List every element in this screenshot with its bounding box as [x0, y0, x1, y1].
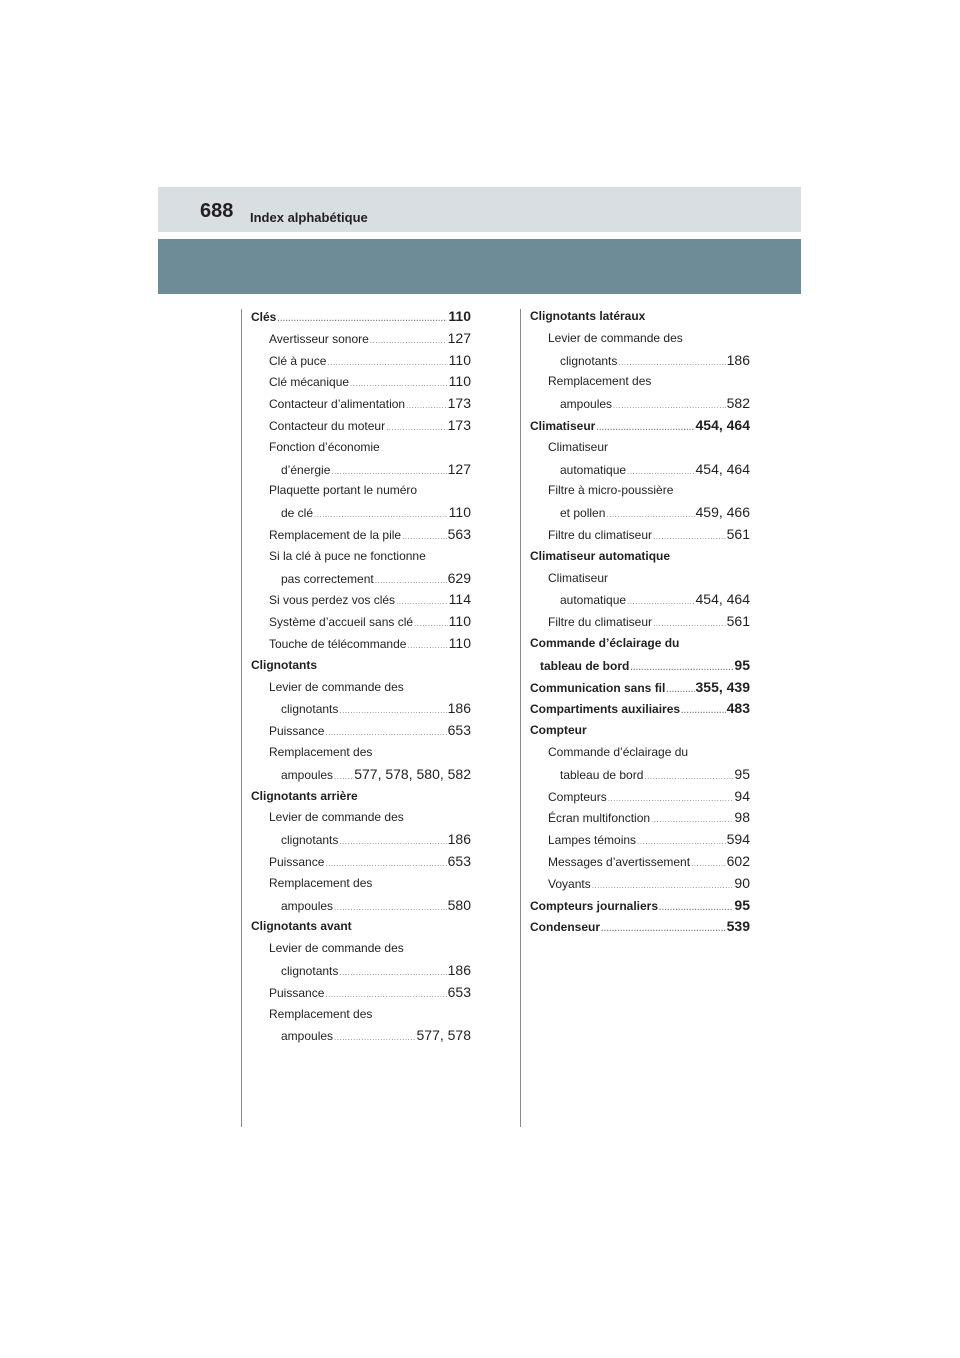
leader-dots: [386, 417, 447, 439]
index-entry: [251, 851, 471, 873]
index-entry: [251, 589, 471, 611]
index-entry-page[interactable]: 186: [447, 700, 471, 717]
leader-dots: [375, 570, 447, 592]
index-entry-text: Clés: [251, 310, 277, 324]
index-entry-text: Communication sans fil: [530, 680, 666, 695]
leader-dots: [370, 330, 447, 352]
index-entry-page[interactable]: 110: [448, 504, 471, 521]
index-entry: [530, 677, 750, 699]
index-entry: [530, 895, 750, 917]
index-entry-text: Compteur: [530, 723, 587, 738]
index-entry: [251, 502, 471, 524]
index-entry: [251, 895, 471, 917]
index-entry-text: Avertisseur sonore: [269, 331, 369, 346]
index-entry-text: automatique: [560, 462, 627, 477]
leader-dots: [325, 853, 446, 875]
index-entry: [251, 611, 471, 633]
index-entry-text: Remplacement des: [269, 875, 373, 890]
leader-dots: [608, 788, 734, 810]
index-entry: [530, 873, 750, 895]
index-entry: [530, 611, 750, 633]
index-entry: [530, 415, 750, 437]
index-entry: [251, 873, 471, 895]
leader-dots: [592, 875, 734, 897]
index-entry-text: Puissance: [269, 724, 325, 739]
leader-dots: [653, 526, 726, 548]
index-entry: [530, 546, 750, 568]
index-entry-text: Climatiseur: [530, 418, 596, 433]
index-entry-page[interactable]: 629: [447, 569, 471, 586]
index-entry: [530, 568, 750, 590]
index-entry-text: ampoules: [281, 767, 334, 782]
index-entry-text: Remplacement des: [548, 374, 652, 389]
index-entry-page[interactable]: 173: [447, 395, 471, 412]
index-entry-text: clignotants: [560, 353, 618, 368]
index-entry-text: pas correctement: [281, 571, 374, 586]
index-entry-text: tableau de bord: [540, 658, 630, 673]
column-divider-left: [241, 309, 242, 1127]
index-entry: [530, 786, 750, 808]
index-entry-text: clignotants: [281, 702, 339, 717]
index-entry-text: Climatiseur: [548, 570, 609, 585]
index-entry-text: Filtre à micro-poussière: [548, 483, 674, 498]
index-entry: [251, 480, 471, 502]
index-entry: [530, 306, 750, 328]
index-entry-page[interactable]: 459, 466: [695, 504, 750, 521]
index-entry-page[interactable]: 653: [447, 722, 471, 739]
leader-dots: [613, 395, 726, 417]
leader-dots: [334, 1027, 415, 1049]
index-entry: [251, 437, 471, 459]
leader-dots: [314, 504, 448, 526]
index-entry: [251, 350, 471, 372]
index-entry-page[interactable]: 127: [447, 329, 471, 346]
index-entry-page[interactable]: 483: [726, 700, 750, 717]
index-entry-page[interactable]: 186: [447, 831, 471, 848]
index-entry-page[interactable]: 186: [726, 351, 750, 368]
index-entry: [251, 698, 471, 720]
index-entry-page[interactable]: 454, 464: [695, 591, 750, 608]
index-entry-page[interactable]: 582: [726, 395, 750, 412]
index-entry: [251, 655, 471, 677]
index-entry-text: Touche de télécommande: [269, 636, 407, 651]
index-entry-text: Clignotants latéraux: [530, 309, 646, 323]
index-entry: [530, 633, 750, 655]
index-entry-text: Remplacement de la pile: [269, 527, 402, 542]
index-entry-text: Compteurs journaliers: [530, 898, 659, 913]
index-entry-page[interactable]: 602: [726, 852, 750, 869]
leader-dots: [327, 352, 447, 374]
index-entry-text: Voyants: [548, 876, 591, 891]
index-entry: [530, 764, 750, 786]
index-entry: [530, 502, 750, 524]
index-entry-page[interactable]: 90: [734, 874, 750, 891]
index-entry: [530, 655, 750, 677]
index-entry: [251, 568, 471, 590]
index-entry-text: Système d’accueil sans clé: [269, 615, 414, 630]
index-entry-text: Climatiseur automatique: [530, 548, 671, 563]
index-entry: [251, 633, 471, 655]
leader-dots: [651, 809, 733, 831]
index-entry-text: Clignotants avant: [251, 919, 352, 934]
index-entry-text: Commande d’éclairage du: [548, 744, 689, 759]
column-divider-middle: [520, 309, 521, 1127]
index-entry-text: Remplacement des: [269, 1006, 373, 1021]
leader-dots: [334, 897, 447, 919]
index-entry-text: Levier de commande des: [548, 330, 683, 345]
index-entry-text: Compteurs: [548, 789, 607, 804]
leader-dots: [325, 722, 446, 744]
index-entry-text: Contacteur du moteur: [269, 418, 386, 433]
index-entry-page[interactable]: 127: [447, 460, 471, 477]
index-entry-page[interactable]: 110: [448, 351, 471, 368]
index-entry-text: Messages d’avertissement: [548, 854, 691, 869]
index-entry: [530, 589, 750, 611]
leader-dots: [334, 766, 353, 788]
index-entry: [251, 415, 471, 437]
index-entry: [251, 938, 471, 960]
leader-dots: [606, 504, 694, 526]
index-entry-page[interactable]: 114: [448, 591, 471, 608]
index-entry-text: Climatiseur: [548, 439, 609, 454]
index-entry-text: ampoules: [281, 1029, 334, 1044]
leader-dots: [407, 635, 447, 657]
index-entry-page[interactable]: 454, 464: [695, 460, 750, 477]
index-entry-text: Écran multifonction: [548, 811, 651, 826]
index-entry-text: Fonction d’économie: [269, 439, 380, 454]
index-entry: [530, 524, 750, 546]
leader-dots: [666, 679, 694, 701]
leader-dots: [630, 657, 733, 679]
index-entry: [251, 1004, 471, 1026]
leader-dots: [644, 766, 733, 788]
index-entry: [251, 829, 471, 851]
page-number: 688: [200, 200, 234, 222]
leader-dots: [414, 613, 448, 635]
index-entry: [251, 524, 471, 546]
index-entry: [251, 328, 471, 350]
leader-dots: [350, 373, 448, 395]
leader-dots: [681, 700, 726, 722]
index-entry: [251, 720, 471, 742]
index-entry-page[interactable]: 653: [447, 983, 471, 1000]
index-entry-page[interactable]: 95: [734, 765, 750, 782]
index-entry-page[interactable]: 561: [726, 525, 750, 542]
index-entry: [530, 328, 750, 350]
index-entry-page[interactable]: 110: [448, 308, 471, 324]
index-entry: [530, 829, 750, 851]
index-entry: [251, 306, 471, 328]
index-entry-page[interactable]: 577, 578: [416, 1027, 471, 1044]
index-entry-text: Clignotants arrière: [251, 788, 358, 803]
index-entry-page[interactable]: 594: [726, 831, 750, 848]
leader-dots: [339, 831, 446, 853]
index-entry: [251, 807, 471, 829]
index-entry-text: automatique: [560, 593, 627, 608]
section-title: Index alphabétique: [250, 210, 368, 225]
index-entry-page[interactable]: 110: [448, 634, 471, 651]
index-entry-page[interactable]: 454, 464: [695, 416, 750, 433]
index-entry: [530, 393, 750, 415]
index-entry-text: Lampes témoins: [548, 833, 637, 848]
index-entry-page[interactable]: 539: [726, 918, 750, 935]
index-entry: [251, 960, 471, 982]
index-entry-text: Clignotants: [251, 657, 317, 672]
index-entry-text: Filtre du climatiseur: [548, 527, 653, 542]
leader-dots: [331, 461, 446, 483]
leader-dots: [618, 352, 725, 374]
index-entry-page[interactable]: 110: [448, 613, 471, 630]
leader-dots: [402, 526, 447, 548]
index-entry-text: ampoules: [560, 397, 613, 412]
index-entry: [530, 742, 750, 764]
leader-dots: [396, 591, 448, 613]
index-entry-page[interactable]: 561: [726, 613, 750, 630]
index-entry-page[interactable]: 580: [447, 896, 471, 913]
leader-dots: [691, 853, 726, 875]
index-entry-text: Clé à puce: [269, 353, 327, 368]
index-entry-page[interactable]: 563: [447, 525, 471, 542]
index-entry-text: Puissance: [269, 985, 325, 1000]
index-entry: [251, 459, 471, 481]
leader-dots: [601, 918, 726, 940]
index-entry-text: Levier de commande des: [269, 810, 404, 825]
index-entry: [530, 807, 750, 829]
leader-dots: [339, 962, 446, 984]
index-entry-text: Clé mécanique: [269, 375, 350, 390]
index-entry-text: clignotants: [281, 963, 339, 978]
index-entry: [530, 459, 750, 481]
index-entry-page[interactable]: 110: [448, 373, 471, 390]
leader-dots: [406, 395, 447, 417]
index-entry-text: Filtre du climatiseur: [548, 615, 653, 630]
index-entry-page[interactable]: 173: [447, 416, 471, 433]
index-entry-text: Puissance: [269, 854, 325, 869]
index-entry-text: Levier de commande des: [269, 679, 404, 694]
index-entry: [530, 437, 750, 459]
index-entry-text: Si la clé à puce ne fonctionne: [269, 548, 426, 563]
leader-dots: [653, 613, 726, 635]
index-entry-text: d’énergie: [281, 462, 331, 477]
index-entry: [530, 480, 750, 502]
index-entry: [251, 786, 471, 808]
index-entry: [530, 698, 750, 720]
index-entry-text: Condenseur: [530, 920, 601, 935]
index-entry: [251, 1025, 471, 1047]
index-entry-text: de clé: [281, 506, 314, 521]
index-column-right: [530, 306, 750, 938]
header-bar: [158, 239, 801, 294]
index-entry: [251, 764, 471, 786]
leader-dots: [596, 417, 694, 439]
index-entry: [251, 916, 471, 938]
index-entry-text: Commande d’éclairage du: [530, 635, 680, 650]
leader-dots: [627, 591, 694, 613]
index-entry-text: Contacteur d’alimentation: [269, 397, 406, 412]
index-entry: [251, 393, 471, 415]
index-entry: [251, 677, 471, 699]
index-entry-page[interactable]: 95: [734, 896, 750, 913]
index-entry-text: Si vous perdez vos clés: [269, 593, 396, 608]
index-entry-page[interactable]: 653: [447, 852, 471, 869]
index-entry-page[interactable]: 577, 578, 580, 582: [354, 765, 471, 782]
leader-dots: [627, 461, 694, 483]
leader-dots: [659, 897, 733, 919]
index-entry: [530, 916, 750, 938]
index-entry-text: ampoules: [281, 898, 334, 913]
index-entry-text: Compartiments auxiliaires: [530, 702, 681, 717]
index-entry: [251, 982, 471, 1004]
leader-dots: [637, 831, 726, 853]
leader-dots: [277, 308, 447, 330]
index-entry: [530, 371, 750, 393]
index-entry-page[interactable]: 95: [734, 656, 750, 673]
index-entry-page[interactable]: 355, 439: [695, 678, 750, 695]
index-entry: [251, 546, 471, 568]
index-entry-page[interactable]: 186: [447, 961, 471, 978]
index-entry-text: et pollen: [560, 506, 606, 521]
leader-dots: [325, 984, 446, 1006]
index-entry-text: Plaquette portant le numéro: [269, 483, 418, 498]
index-entry: [530, 720, 750, 742]
index-entry-page[interactable]: 94: [734, 787, 750, 804]
index-entry-text: tableau de bord: [560, 767, 644, 782]
index-entry: [251, 742, 471, 764]
index-entry-text: clignotants: [281, 833, 339, 848]
index-entry-text: Levier de commande des: [269, 941, 404, 956]
index-entry-text: Remplacement des: [269, 744, 373, 759]
index-entry: [530, 851, 750, 873]
index-entry-page[interactable]: 98: [734, 809, 750, 826]
index-column-left: [251, 306, 471, 1047]
index-entry: [530, 350, 750, 372]
leader-dots: [339, 700, 446, 722]
index-entry: [251, 371, 471, 393]
